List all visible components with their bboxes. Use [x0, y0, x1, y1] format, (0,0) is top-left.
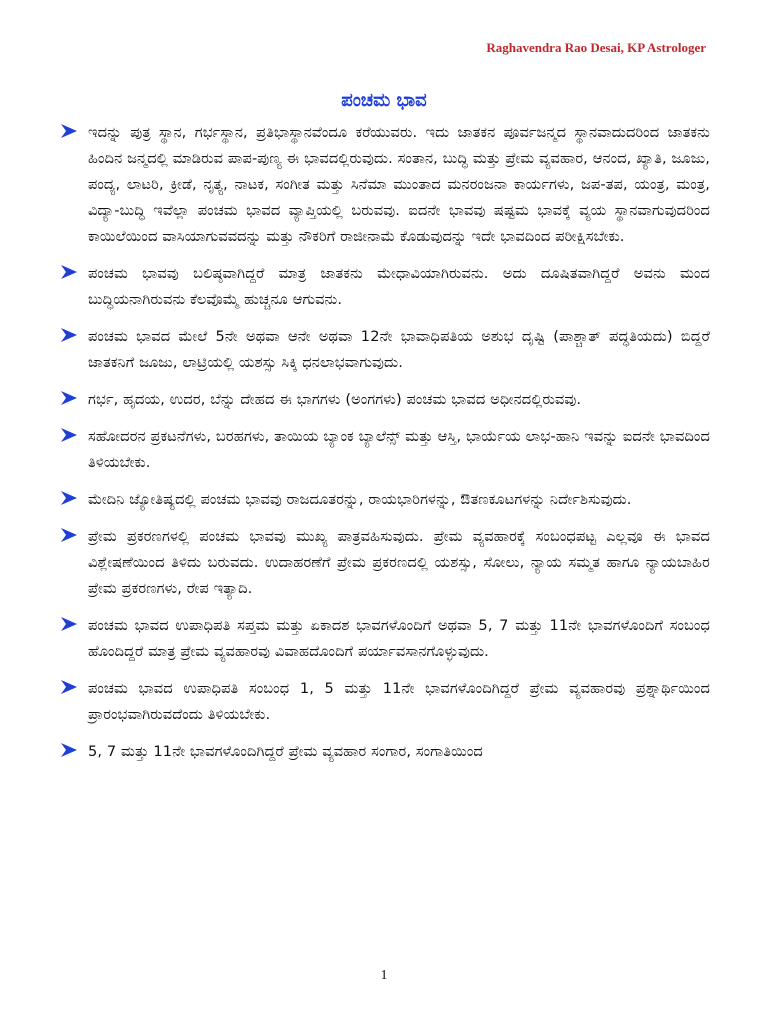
arrow-bullet-icon: [60, 679, 78, 695]
list-item: [60, 739, 710, 765]
list-item-text: ಇದನ್ನು ಪುತ್ರ ಸ್ಥಾನ, ಗರ್ಭಸ್ಥಾನ, ಪ್ರತಿಭಾಸ್ಥಾನವೆಂದೂ ಕರೆಯುವರು. ಇದು ಜಾತಕನ ಪೂರ್ವಜನ್ಮದ ಸ್ಥಾನವಾದುದರಿಂದ ಜಾತಕನು ಹಿಂದಿನ ಜನ್ಮದಲ್ಲಿ ಮಾಡಿರುವ ಪಾಪ-ಪುಣ್ಯ ಈ ಭಾವದಲ್ಲಿರುವುದು. ಸಂತಾನ, ಬುದ್ಧಿ ಮತ್ತು ಪ್ರೇಮ ವ್ಯವಹಾರ, ಆನಂದ, ಖ್ಯಾತಿ, ಜೂಜು, ಪಂದ್ಯ, ಲಾಟರಿ, ಕ್ರೀಡೆ, ನೃತ್ಯ, ನಾಟಕ, ಸಂಗೀತ ಮತ್ತು ಸಿನೆಮಾ ಮುಂತಾದ ಮನರಂಜನಾ ಕಾರ್ಯಗಳು, ಜಪ-ತಪ, ಯಂತ್ರ, ಮಂತ್ರ, ವಿದ್ಯಾ-ಬುದ್ಧಿ ಇವೆಲ್ಲಾ ಪಂಚಮ ಭಾವದ ವ್ಯಾಪ್ತಿಯಲ್ಲಿ ಬರುವವು. ಐದನೇ ಭಾವವು ಷಷ್ಟಮ ಭಾವಕ್ಕೆ ವ್ಯಯ ಸ್ಥಾನವಾಗುವುದರಿಂದ ಕಾಯಿಲೆಯಿಂದ ವಾಸಿಯಾಗುವವದನ್ನು ಮತ್ತು ನೌಕರಿಗೆ ರಾಜೀನಾಮೆ ಕೊಡುವುದನ್ನು ಇದೇ ಭಾವದಿಂದ ಪರೀಕ್ಷಿಸಬೇಕು.: [88, 124, 710, 245]
list-item: [60, 613, 710, 665]
page-number: 1: [380, 968, 388, 983]
list-item-text: ಪಂಚಮ ಭಾವವು ಬಲಿಷ್ಠವಾಗಿದ್ದರೆ ಮಾತ್ರ ಜಾತಕನು ಮೇಧಾವಿಯಾಗಿರುವನು. ಅದು ದೂಷಿತವಾಗಿದ್ದರೆ ಅವನು ಮಂದ ಬುದ್ಧಿಯನಾಗಿರುವನು ಕೆಲವೊಮ್ಮೆ ಹುಚ್ಚನೂ ಆಗುವನು.: [88, 265, 710, 308]
list-item: [60, 676, 710, 728]
list-item: [60, 120, 710, 250]
arrow-bullet-icon: [60, 527, 78, 543]
list-item: [60, 524, 710, 602]
list-item-text: ಸಹೋದರನ ಪ್ರಕಟನೆಗಳು, ಬರಹಗಳು, ತಾಯಿಯ ಬ್ಯಾಂಕ ಬ್ಯಾಲೆನ್ಸ್ ಮತ್ತು ಆಸ್ತಿ, ಭಾರ್ಯೆಯ ಲಾಭ-ಹಾನಿ ಇವನ್ನು ಐದನೇ ಭಾವದಿಂದ ತಿಳಿಯಬೇಕು.: [88, 428, 710, 471]
arrow-bullet-icon: [60, 123, 78, 139]
list-item: [60, 487, 710, 513]
list-item: [60, 387, 710, 413]
arrow-bullet-icon: [60, 327, 78, 343]
arrow-bullet-icon: [60, 390, 78, 406]
list-item: [60, 424, 710, 476]
bullet-list: [60, 120, 710, 776]
arrow-bullet-icon: [60, 616, 78, 632]
list-item-text: 5, 7 ಮತ್ತು 11ನೇ ಭಾವಗಳೊಂದಿಗಿದ್ದರೆ ಪ್ರೇಮ ವ್ಯವಹಾರ ಸಂಗಾರ, ಸಂಗಾತಿಯಿಂದ: [88, 743, 483, 760]
list-item-text: ಪಂಚಮ ಭಾವದ ಉಪಾಧಿಪತಿ ಸಪ್ತಮ ಮತ್ತು ಏಕಾದಶ ಭಾವಗಳೊಂದಿಗೆ ಅಥವಾ 5, 7 ಮತ್ತು 11ನೇ ಭಾವಗಳೊಂದಿಗೆ ಸಂಬಂಧ ಹೊಂದಿದ್ದರೆ ಮಾತ್ರ ಪ್ರೇಮ ವ್ಯವಹಾರವು ವಿವಾಹದೊಂದಿಗೆ ಪರ್ಯಾವಸಾನಗೊಳ್ಳುವುದು.: [88, 617, 710, 660]
list-item-text: ಗರ್ಭ, ಹೃದಯ, ಉದರ, ಬೆನ್ನು ದೇಹದ ಈ ಭಾಗಗಳು (ಅಂಗಗಳು) ಪಂಚಮ ಭಾವದ ಅಧೀನದಲ್ಲಿರುವವು.: [88, 391, 582, 408]
list-item: [60, 261, 710, 313]
list-item-text: ಪಂಚಮ ಭಾವದ ಉಪಾಧಿಪತಿ ಸಂಬಂಧ 1, 5 ಮತ್ತು 11ನೇ ಭಾವಗಳೊಂದಿಗಿದ್ದರೆ ಪ್ರೇಮ ವ್ಯವಹಾರವು ಪ್ರಶ್ನಾರ್ಥಿಯಿಂದ ಪ್ರಾರಂಭವಾಗಿರುವದೆಂದು ತಿಳಿಯಬೇಕು.: [88, 680, 710, 723]
header-author: Raghavendra Rao Desai, KP Astrologer: [486, 40, 706, 55]
page-title: ಪಂಚಮ ಭಾವ: [341, 90, 427, 111]
arrow-bullet-icon: [60, 490, 78, 506]
list-item: [60, 324, 710, 376]
list-item-text: ಪಂಚಮ ಭಾವದ ಮೇಲೆ 5ನೇ ಅಥವಾ ಆನೇ ಅಥವಾ 12ನೇ ಭಾವಾಧಿಪತಿಯ ಅಶುಭ ದೃಷ್ಟಿ (ಪಾಶ್ಚಾತ್ ಪದ್ಧತಿಯದು) ಬಿದ್ದರೆ ಜಾತಕನಿಗೆ ಜೂಜು, ಲಾಟ್ರಿಯಲ್ಲಿ ಯಶಸ್ಸು ಸಿಕ್ಕಿ ಧನಲಾಭವಾಗುವುದು.: [88, 328, 710, 371]
list-item-text: ಮೇದಿನಿ ಜ್ಯೋತಿಷ್ಯದಲ್ಲಿ ಪಂಚಮ ಭಾವವು ರಾಜದೂತರನ್ನು, ರಾಯಭಾರಿಗಳನ್ನು, ಔತಣಕೂಟಗಳನ್ನು ನಿರ್ದೇಶಿಸುವುದು.: [88, 491, 632, 508]
arrow-bullet-icon: [60, 427, 78, 443]
arrow-bullet-icon: [60, 742, 78, 758]
list-item-text: ಪ್ರೇಮ ಪ್ರಕರಣಗಳಲ್ಲಿ ಪಂಚಮ ಭಾವವು ಮುಖ್ಯ ಪಾತ್ರವಹಿಸುವುದು. ಪ್ರೇಮ ವ್ಯವಹಾರಕ್ಕೆ ಸಂಬಂಧಪಟ್ಟ ಎಲ್ಲವೂ ಈ ಭಾವದ ವಿಶ್ಲೇಷಣೆಯಿಂದ ತಿಳಿದು ಬರುವದು. ಉದಾಹರಣೆಗೆ ಪ್ರೇಮ ಪ್ರಕರಣದಲ್ಲಿ ಯಶಸ್ಸು, ಸೋಲು, ನ್ಯಾಯ ಸಮ್ಮತ ಹಾಗೂ ನ್ಯಾಯಬಾಹಿರ ಪ್ರೇಮ ಪ್ರಕರಣಗಳು, ರೇಪ ಇತ್ಯಾದಿ.: [88, 528, 710, 597]
arrow-bullet-icon: [60, 264, 78, 280]
